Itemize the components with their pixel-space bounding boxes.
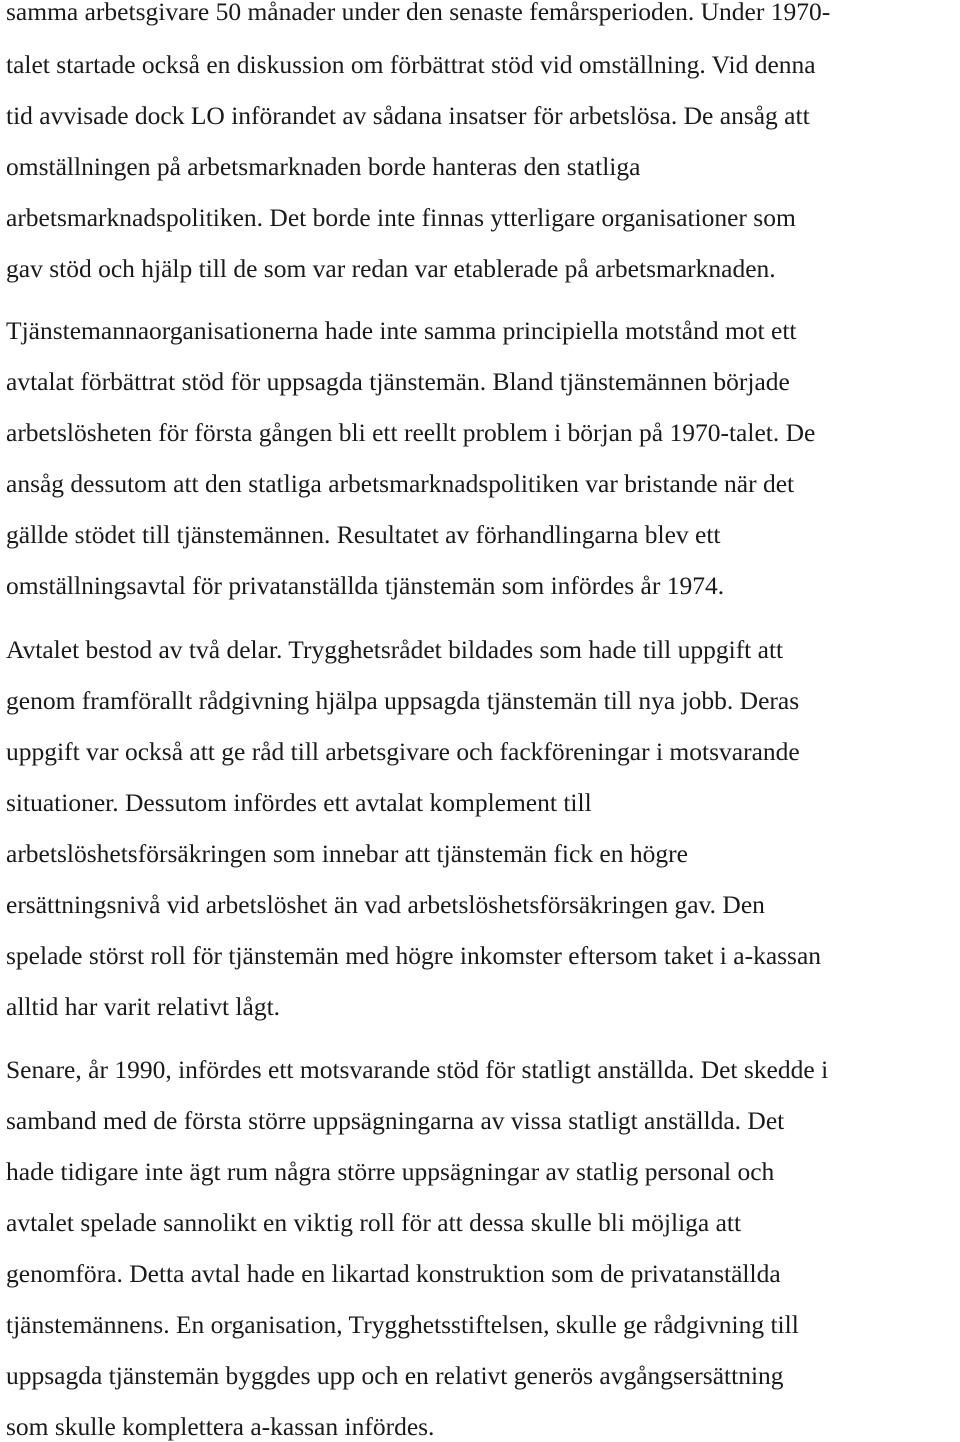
text-line: situationer. Dessutom infördes ett avtalat komplement till — [6, 788, 592, 817]
text-line: Avtalet bestod av två delar. Trygghetsrådet bildades som hade till uppgift att — [6, 635, 784, 664]
text-line: tjänstemännens. En organisation, Trygghetsstiftelsen, skulle ge rådgivning till — [6, 1310, 799, 1339]
text-line: talet startade också en diskussion om förbättrat stöd vid omställning. Vid denna — [6, 50, 816, 79]
text-line: avtalet spelade sannolikt en viktig roll för att dessa skulle bli möjliga att — [6, 1208, 742, 1237]
text-line: omställningen på arbetsmarknaden borde hanteras den statliga — [6, 152, 641, 181]
text-line: Tjänstemannaorganisationerna hade inte samma principiella motstånd mot ett — [6, 316, 797, 345]
text-line: hade tidigare inte ägt rum några större uppsägningar av statlig personal och — [6, 1157, 775, 1186]
text-line: samma arbetsgivare 50 månader under den senaste femårsperioden. Under 1970- — [6, 0, 831, 26]
text-line: gällde stödet till tjänstemännen. Resultatet av förhandlingarna blev ett — [6, 520, 721, 549]
text-line: arbetslöshetsförsäkringen som innebar att tjänstemän fick en högre — [6, 839, 688, 868]
text-line: tid avvisade dock LO införandet av sådana insatser för arbetslösa. De ansåg att — [6, 101, 810, 130]
text-line: genomföra. Detta avtal hade en likartad konstruktion som de privatanställda — [6, 1259, 781, 1288]
text-line: alltid har varit relativt lågt. — [6, 992, 281, 1021]
text-line: Senare, år 1990, infördes ett motsvarande stöd för statligt anställda. Det skedde i — [6, 1055, 829, 1084]
text-line: avtalat förbättrat stöd för uppsagda tjänstemän. Bland tjänstemännen började — [6, 367, 790, 396]
text-line: uppgift var också att ge råd till arbetsgivare och fackföreningar i motsvarande — [6, 737, 800, 766]
text-line: ansåg dessutom att den statliga arbetsmarknadspolitiken var bristande när det — [6, 469, 795, 498]
text-line: ersättningsnivå vid arbetslöshet än vad arbetslöshetsförsäkringen gav. Den — [6, 890, 765, 919]
text-line: arbetsmarknadspolitiken. Det borde inte finnas ytterligare organisationer som — [6, 203, 796, 232]
text-line: arbetslösheten för första gången bli ett reellt problem i början på 1970-talet. De — [6, 418, 816, 447]
text-line: samband med de första större uppsägningarna av vissa statligt anställda. Det — [6, 1106, 785, 1135]
text-line: omställningsavtal för privatanställda tjänstemän som infördes år 1974. — [6, 571, 725, 600]
text-line: spelade störst roll för tjänstemän med högre inkomster eftersom taket i a-kassan — [6, 941, 822, 970]
text-line: uppsagda tjänstemän byggdes upp och en relativt generös avgångsersättning — [6, 1361, 784, 1390]
text-line: gav stöd och hjälp till de som var redan var etablerade på arbetsmarknaden. — [6, 254, 776, 283]
text-line: genom framförallt rådgivning hjälpa uppsagda tjänstemän till nya jobb. Deras — [6, 686, 800, 715]
text-line: som skulle komplettera a-kassan infördes. — [6, 1412, 435, 1441]
